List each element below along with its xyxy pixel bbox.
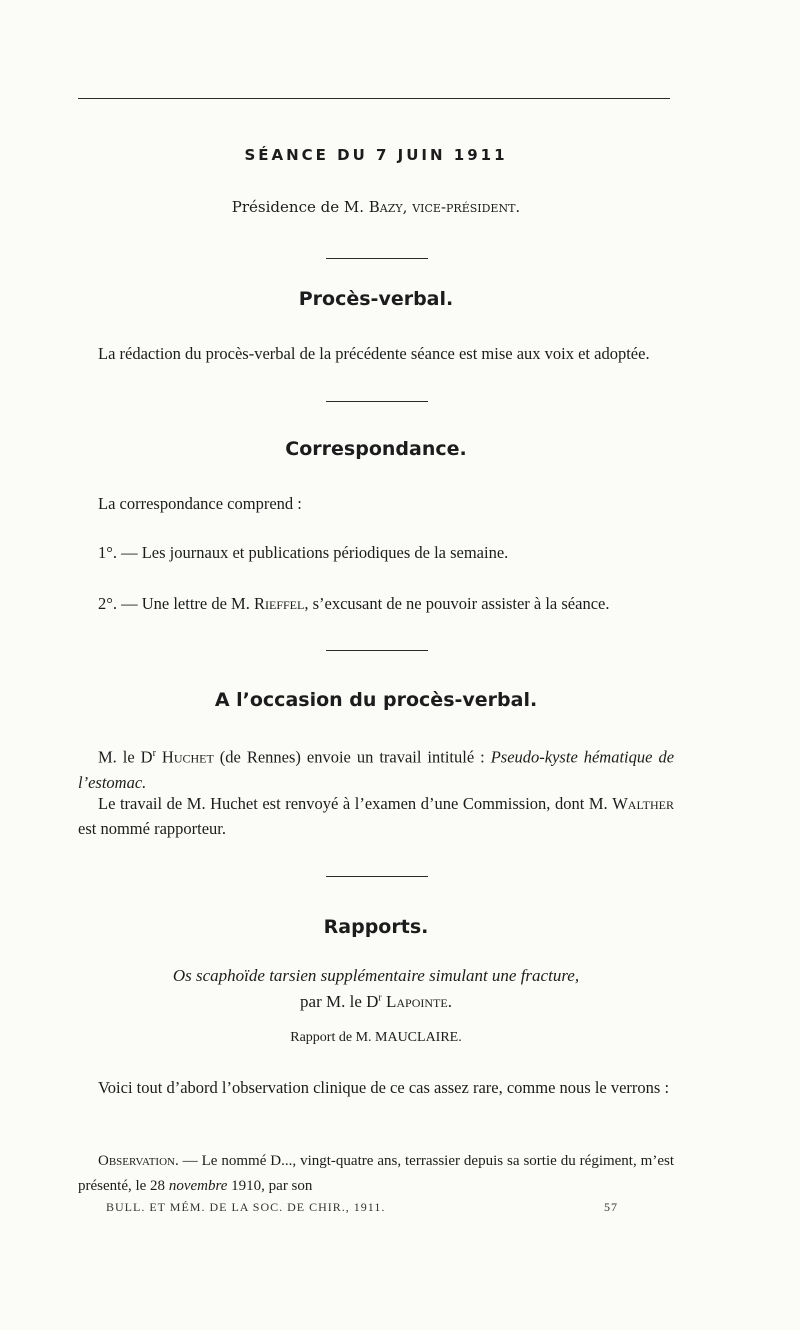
top-rule	[78, 98, 670, 99]
correspondance-intro: La correspondance comprend :	[98, 494, 302, 513]
president-name: Bazy	[368, 198, 403, 216]
heading-rapports: Rapports.	[323, 916, 429, 938]
report-title: Os scaphoïde tarsien supplémentaire simulant une fracture,	[172, 966, 580, 985]
separator-rule	[326, 876, 428, 877]
session-title: SÉANCE DU 7 JUIN 1911	[244, 146, 508, 164]
presidency-prefix: Présidence de M.	[231, 198, 364, 216]
occasion-paragraph-1: M. le $D^r$ Huchet (de Rennes) envoie un travail intitulé : Pseudo-kyste hématique de l’estomac.	[78, 747, 675, 792]
journal-reference: BULL. ET MÉM. DE LA SOC. DE CHIR., 1911.	[106, 1200, 386, 1214]
heading-proces-verbal: Procès-verbal.	[298, 288, 454, 310]
separator-rule	[326, 401, 428, 402]
report-intro: Voici tout d’abord l’observation clinique de ce cas assez rare, comme nous le verrons :	[98, 1078, 670, 1097]
heading-occasion: A l’occasion du procès-verbal.	[214, 689, 538, 711]
author-name: Walther	[612, 794, 675, 813]
heading-correspondance: Correspondance.	[285, 438, 467, 460]
page-number: 57	[604, 1200, 618, 1214]
occasion-paragraph-2: Le travail de M. Huchet est renvoyé à l’examen d’une Commission, dont M. Walther est nommé rapporteur.	[78, 794, 675, 838]
separator-rule	[326, 258, 428, 259]
correspondance-item-1: 1°. — Les journaux et publications périodiques de la semaine.	[98, 543, 509, 562]
correspondance-item-2: 2°. — Une lettre de M. Rieffel, s’excusant de ne pouvoir assister à la séance.	[98, 594, 610, 613]
observation-label: Observation.	[98, 1153, 179, 1169]
separator-rule	[326, 650, 428, 651]
presidency-line: Présidence de M. Bazy, vice-président.	[231, 198, 521, 216]
report-author: par M. le $D^r$ Lapointe.	[300, 992, 452, 1011]
report-by: Rapport de M. MAUCLAIRE.	[290, 1030, 462, 1045]
author-name: Huchet	[161, 747, 214, 767]
page-footer	[106, 1200, 626, 1215]
author-name: Rieffel	[253, 594, 305, 613]
proces-verbal-text: La rédaction du procès-verbal de la précédente séance est mise aux voix et adoptée.	[98, 344, 650, 363]
author-name: Lapointe.	[386, 992, 452, 1011]
work-title: Pseudo-kyste hématique de l’estomac.	[78, 747, 675, 792]
observation-text: Observation. — Le nommé D..., vingt-quatre ans, terrassier depuis sa sortie du régiment, m’est présenté, le 28 novembre 1910, par son	[78, 1153, 674, 1194]
president-role: vice-président.	[412, 198, 521, 216]
